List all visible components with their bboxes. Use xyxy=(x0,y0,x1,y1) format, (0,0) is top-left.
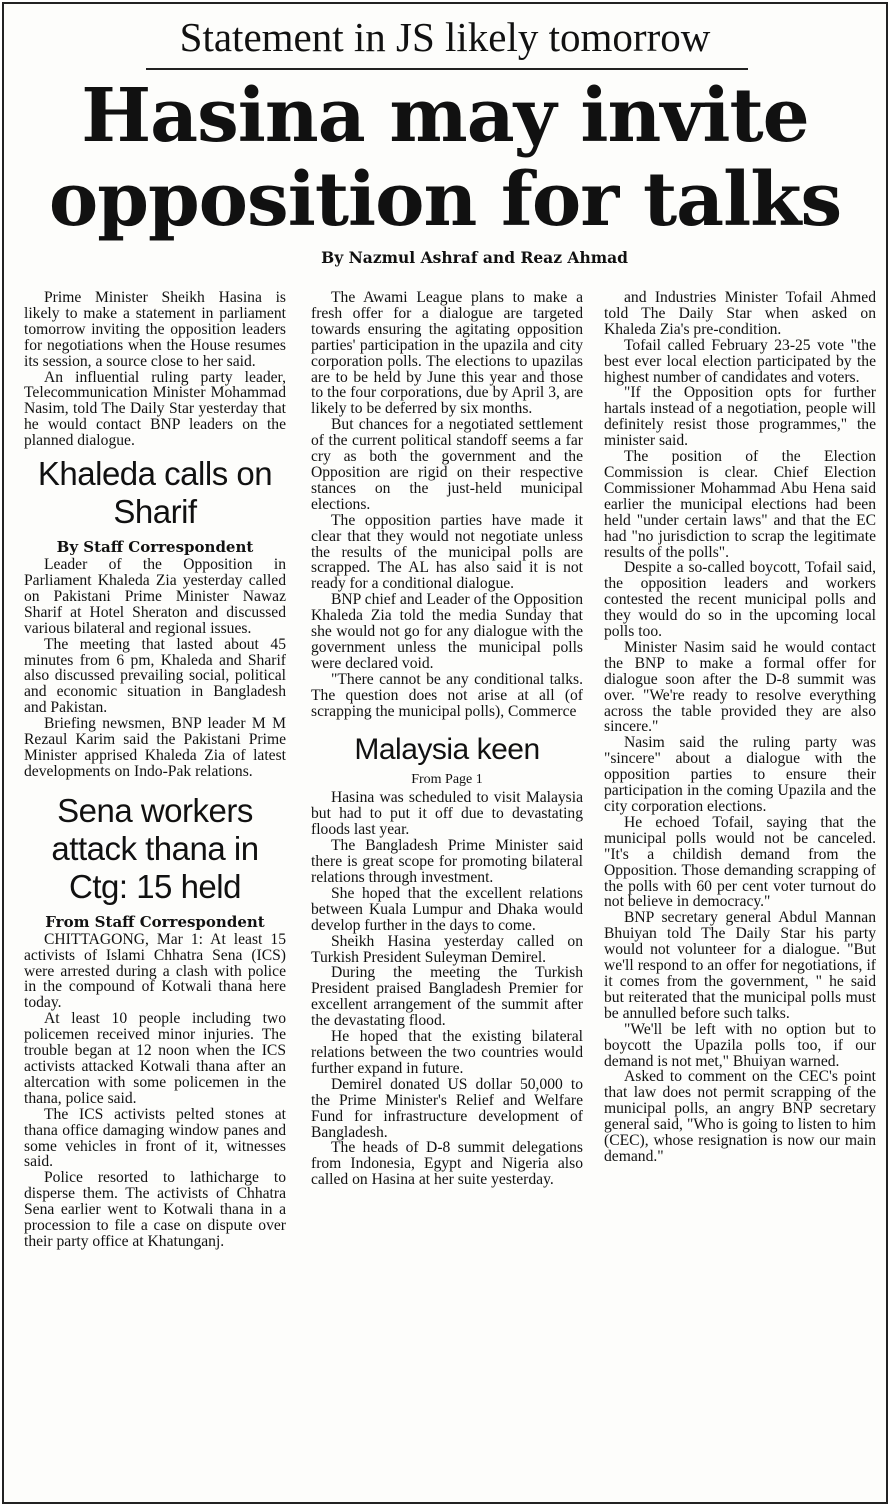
main-paragraph: Asked to comment on the CEC's point that law does not permit scrapping of the municipal polls, an angry BNP secretary general said, "Who is going to listen to him (CEC), whose resignation is now our main demand." xyxy=(604,1068,876,1165)
main-headline-line1: Hasina may invite xyxy=(81,73,809,159)
malaysia-paragraph: The heads of D-8 summit delegations from Indonesia, Egypt and Nigeria also called on Hasina at her suite yesterday. xyxy=(311,1139,583,1189)
sena-paragraph: CHITTAGONG, Mar 1: At least 15 activists of Islami Chhatra Sena (ICS) were arrested during a clash with police in the compound of Kotwali thana here today. xyxy=(24,930,286,1012)
newspaper-clipping xyxy=(2,2,888,1504)
malaysia-paragraph: She hoped that the excellent relations between Kuala Lumpur and Dhaka would develop further in the days to come. xyxy=(311,884,583,934)
main-paragraph: The opposition parties have made it clear that they would not negotiate unless the results of the municipal polls are scrapped. The AL has also said it is not ready for a conditional dialogue. xyxy=(311,511,583,593)
sena-paragraph: At least 10 people including two policemen received minor injuries. The trouble began at 12 noon when the ICS activists attacked Kotwali thana after an altercation with some policemen in the thana, police said. xyxy=(24,1010,286,1107)
malaysia-paragraph: Hasina was scheduled to visit Malaysia but had to put it off due to devastating floods last year. xyxy=(311,789,583,839)
khaleda-paragraph: The meeting that lasted about 45 minutes from 6 pm, Khaleda and Sharif also discussed prevailing social, political and economic situation in Bangladesh and Pakistan. xyxy=(24,635,286,717)
khaleda-paragraph: Leader of the Opposition in Parliament Khaleda Zia yesterday called on Pakistani Prime Minister Nawaz Sharif at Hotel Sheraton and discussed various bilateral and regional issues. xyxy=(24,556,286,637)
malaysia-paragraph: Sheikh Hasina yesterday called on Turkish President Suleyman Demirel. xyxy=(311,932,583,966)
main-paragraph: "There cannot be any conditional talks. The question does not arise at all (of scrapping the municipal polls), Commerce xyxy=(311,670,583,720)
main-paragraph: But chances for a negotiated settlement of the current political standoff seems a far cry as both the government and the Opposition are rigid on their respective stances on the just-held municipal elections. xyxy=(311,416,583,513)
main-paragraph: "We'll be left with no option but to boycott the Upazila polls too, if our demand is not met," Bhuiyan warned. xyxy=(604,1020,876,1070)
malaysia-headline: Malaysia keen xyxy=(354,733,540,767)
main-paragraph: He echoed Tofail, saying that the municipal polls would not be canceled. "It's a childish demand from the Opposition. Those demanding scrapping of the polls with 60 per cent voter turnout do not believe in democracy." xyxy=(604,813,876,911)
malaysia-paragraph: During the meeting the Turkish President praised Bangladesh Premier for excellent arrangement of the summit after the devastating flood. xyxy=(311,964,583,1030)
main-paragraph: The Awami League plans to make a fresh offer for a dialogue are targeted towards ensuring the agitating opposition parties' participation in the upazila and city corporation polls. The elections to upazilas are to be held by June this year and those to the four corporations, due by April 3, are likely to be deferred by six months. xyxy=(311,290,583,418)
malaysia-paragraph: Demirel donated US dollar 50,000 to the Prime Minister's Relief and Welfare Fund for infrastructure development of Bangladesh. xyxy=(311,1075,583,1141)
khaleda-paragraph: Briefing newsmen, BNP leader M M Rezaul Karim said the Pakistani Prime Minister apprised Khaleda Zia of latest developments on Indo-Pak relations. xyxy=(24,715,286,780)
khaleda-headline: Khaleda calls on Sharif xyxy=(37,455,273,531)
kicker-headline: Statement in JS likely tomorrow xyxy=(179,14,711,60)
main-headline xyxy=(4,74,886,242)
malaysia-jump-line: From Page 1 xyxy=(411,772,483,788)
sena-paragraph: Police resorted to lathicharge to disperse them. The activists of Chhatra Sena earlier went to Kotwali thana in a procession to file a case on dispute over their party office at Khatunganj. xyxy=(24,1169,286,1250)
main-paragraph: Minister Nasim said he would contact the BNP to make a formal offer for dialogue soon after the D-8 summit was over. "We're ready to resolve everything across the table provided they are also sincere." xyxy=(604,638,876,736)
column-3 xyxy=(604,290,876,1500)
main-paragraph: Nasim said the ruling party was "sincere" about a dialogue with the opposition parties to ensure their participation in the coming Upazila and the city corporation elections. xyxy=(604,734,876,815)
main-paragraph: and Industries Minister Tofail Ahmed told The Daily Star when asked on Khaleda Zia's pre-condition. xyxy=(604,290,876,338)
kicker-underline xyxy=(146,68,748,70)
main-byline: By Nazmul Ashraf and Reaz Ahmad xyxy=(321,248,628,267)
main-paragraph: An influential ruling party leader, Telecommunication Minister Mohammad Nasim, told The Daily Star yesterday that he would contact BNP leaders on the planned dialogue. xyxy=(24,368,286,450)
main-headline-line2: opposition for talks xyxy=(48,157,842,243)
khaleda-byline: By Staff Correspondent xyxy=(56,538,254,557)
sena-headline: Sena workers attack thana in Ctg: 15 held xyxy=(51,791,259,905)
column-1 xyxy=(24,290,286,1500)
sena-byline: From Staff Correspondent xyxy=(45,912,265,931)
main-paragraph: BNP chief and Leader of the Opposition Khaleda Zia told the media Sunday that she would not go for any dialogue with the government unless the municipal polls were declared void. xyxy=(311,591,583,672)
main-paragraph: The position of the Election Commission is clear. Chief Election Commissioner Mohammad Abu Hena said earlier the municipal elections had been held "under certain laws" and that the EC had "no jurisdiction to scrap the legitimate results of the polls". xyxy=(604,448,876,561)
sena-paragraph: The ICS activists pelted stones at thana office damaging window panes and some vehicles in front of it, witnesses said. xyxy=(24,1105,286,1171)
column-2 xyxy=(311,290,583,1500)
main-paragraph: Prime Minister Sheikh Hasina is likely to make a statement in parliament tomorrow inviting the opposition leaders for negotiations when the House resumes its session, a source close to her said. xyxy=(24,290,286,370)
malaysia-paragraph: The Bangladesh Prime Minister said there is great scope for promoting bilateral relations through investment. xyxy=(311,837,583,886)
malaysia-paragraph: He hoped that the existing bilateral relations between the two countries would further expand in future. xyxy=(311,1028,583,1077)
main-paragraph: Despite a so-called boycott, Tofail said, the opposition leaders and workers contested the recent municipal polls and they would do so in the upcoming local polls too. xyxy=(604,559,876,641)
main-paragraph: BNP secretary general Abdul Mannan Bhuiyan told The Daily Star his party would not volunteer for a dialogue. "But we'll respond to an offer for negotiations, if it comes from the government, " he said but reiterated that the municipal polls must be annulled before such talks. xyxy=(604,909,876,1022)
main-paragraph: "If the Opposition opts for further hartals instead of a negotiation, people will definitely resist those programmes," the minister said. xyxy=(604,384,876,450)
main-paragraph: Tofail called February 23-25 vote "the best ever local election participated by the highest number of candidates and voters. xyxy=(604,336,876,386)
